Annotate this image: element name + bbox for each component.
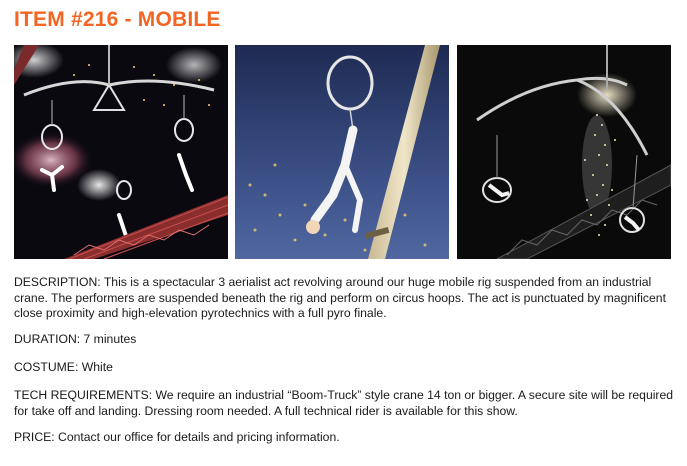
pyrotechnics-rig-photo [457,45,671,259]
aerialists-rig-photo [14,45,228,259]
aerialist-hoop-pole-photo [235,45,449,259]
aerialist-hoop-photo [235,45,449,259]
page-title: ITEM #216 - MOBILE [14,8,221,31]
aerialists-rig-crane-photo [14,45,228,259]
costume-text: COSTUME: White [14,360,113,374]
duration-text: DURATION: 7 minutes [14,332,137,346]
hoop-rig-pyrotechnics-photo [457,45,671,259]
tech-requirements-text: TECH REQUIREMENTS: We require an industrial “Boom-Truck” style crane 14 ton or bigger. A secure site will be required for take off and landing. Dressing room needed. A full technical rider is available for this show. [14,388,674,418]
description-text: DESCRIPTION: This is a spectacular 3 aerialist act revolving around our huge mobile rig suspended from an industrial crane. The performers are suspended beneath the rig and perform on circus hoops. The act is punctuated by magnificent close proximity and high-elevation pyrotechnics with a full pyro finale. [14,275,666,320]
price-text: PRICE: Contact our office for details and pricing information. [14,430,340,444]
